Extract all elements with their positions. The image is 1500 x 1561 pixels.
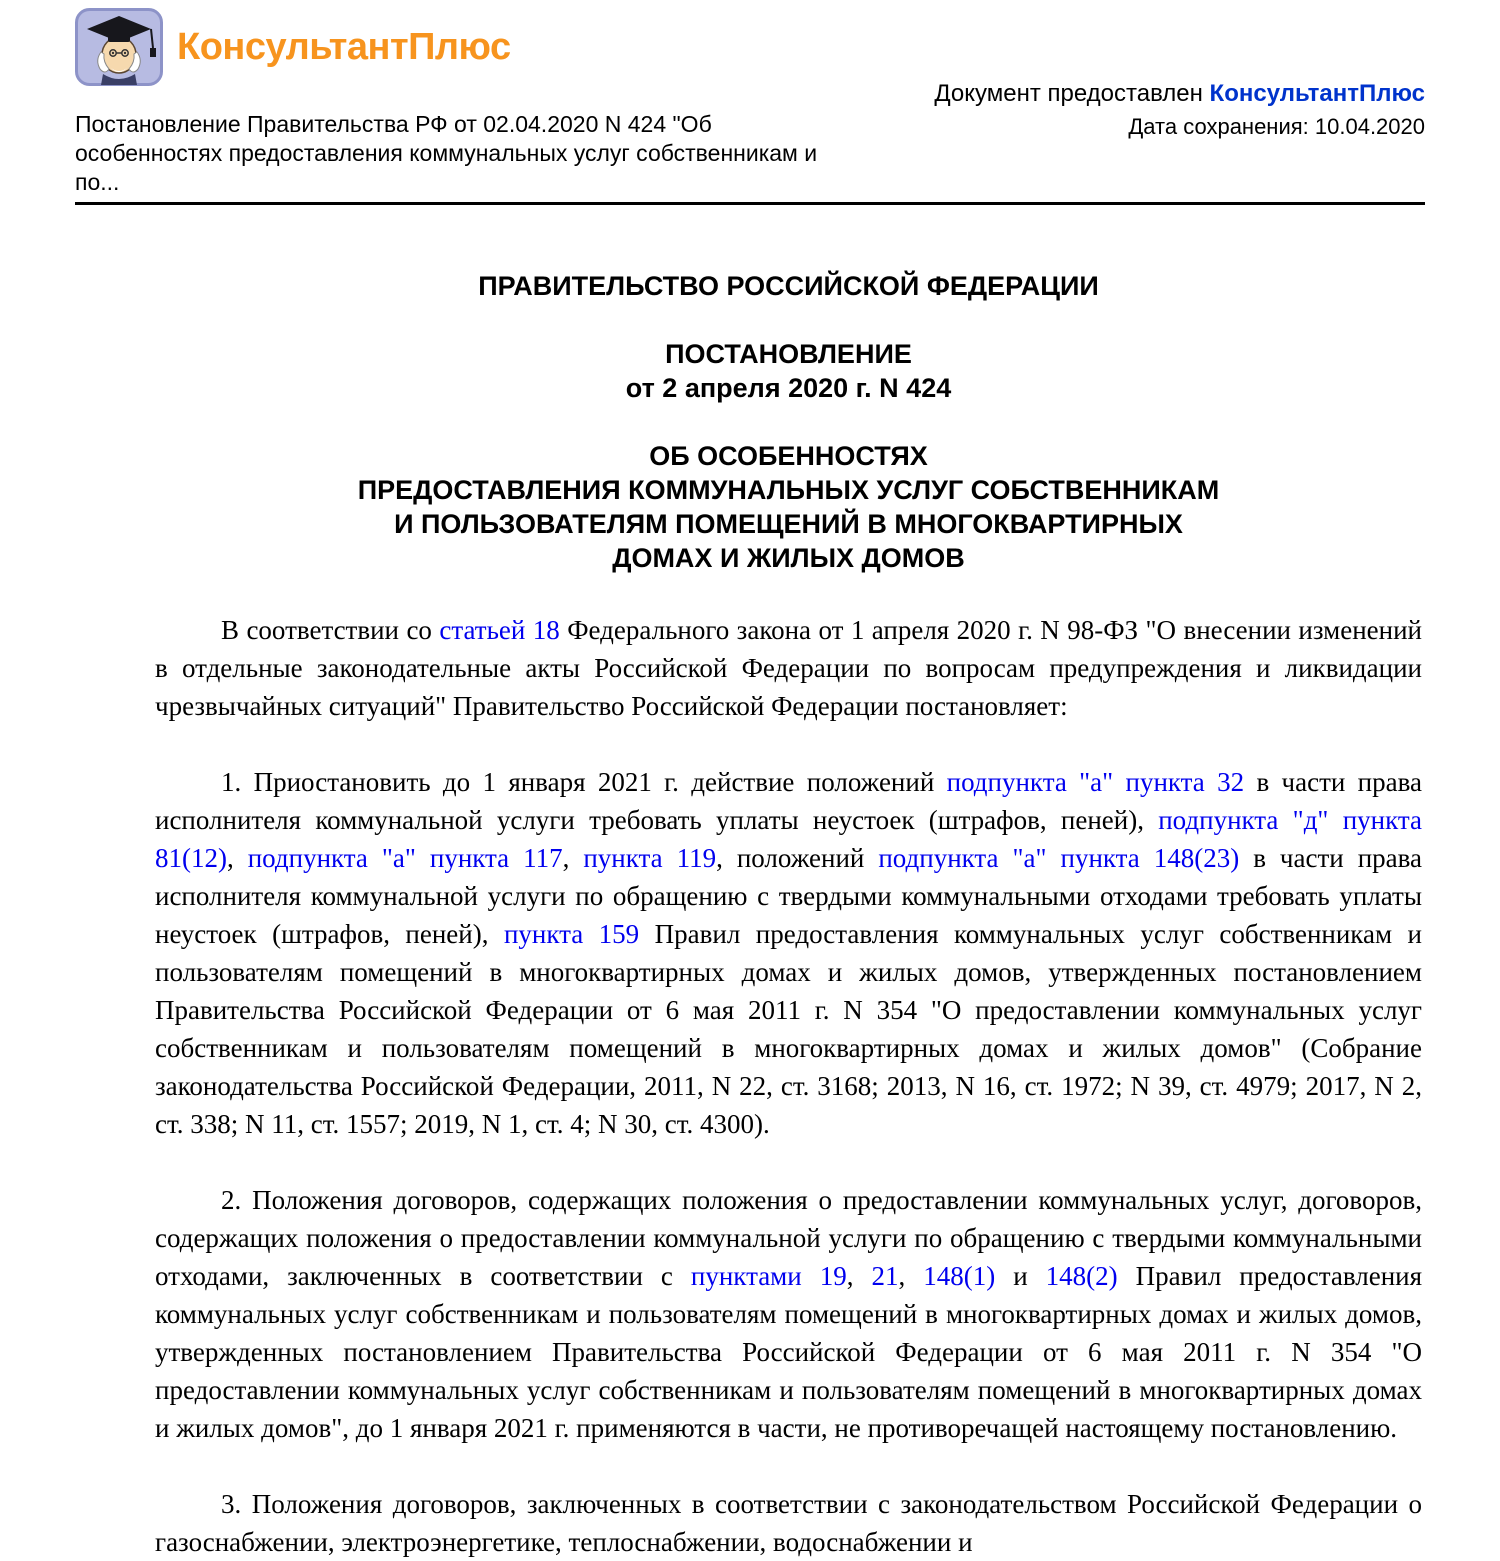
document-paragraphs [155, 611, 1422, 1561]
document-title-line: ОБ ОСОБЕННОСТЯХ [649, 441, 928, 471]
paragraph [155, 611, 1422, 725]
paragraph-text: Правил предоставления коммунальных услуг собственникам и пользователям помещений в многоквартирных домах и жилых домов, утвержденных постановлением Правительства Российской Федерации от 6 мая 2011 г. N 354 "О предоставлении коммунальных услуг собственникам и пользователям помещений в многоквартирных домах и жилых домов" (Собрание законодательства Российской Федерации, 2011, N 22, ст. 3168; 2013, N 16, ст. 1972; N 39, ст. 4979; 2017, N 2, ст. 338; N 11, ст. 1557; 2019, N 1, ст. 4; N 30, ст. 4300). [155, 919, 1422, 1139]
document-reference-title: Постановление Правительства РФ от 02.04.2020 N 424 "Об особенностях предоставления коммунальных услуг собственникам и по... [75, 111, 818, 195]
paragraph [155, 763, 1422, 1143]
provided-by-prefix: Документ предоставлен [934, 80, 1210, 107]
document-title [155, 439, 1422, 575]
document-link[interactable]: 148(1) [923, 1261, 996, 1291]
paragraph-text: , [226, 843, 248, 873]
paragraph-text: , [562, 843, 584, 873]
document-title-line: ПРЕДОСТАВЛЕНИЯ КОММУНАЛЬНЫХ УСЛУГ СОБСТВЕННИКАМ [357, 475, 1220, 505]
save-date-label: Дата сохранения: 10.04.2020 [1128, 114, 1425, 139]
document-link[interactable]: подпункта "а" пункта 148(23) [878, 843, 1240, 873]
paragraph-text: 1. Приостановить до 1 января 2021 г. действие положений [221, 767, 947, 797]
document-title-line: ДОМАХ И ЖИЛЫХ ДОМОВ [612, 543, 965, 573]
paragraph [155, 1181, 1422, 1447]
document-authority: ПРАВИТЕЛЬСТВО РОССИЙСКОЙ ФЕДЕРАЦИИ [478, 271, 1099, 301]
consultantplus-logo [75, 8, 511, 86]
paragraph-text: Федерального закона от 1 апреля 2020 г. N 98-ФЗ "О внесении изменений в отдельные законодательные акты Российской Федерации по вопросам предупреждения и ликвидации чрезвычайных ситуаций" Правительство Российской Федерации постановляет: [155, 615, 1422, 721]
header-divider [75, 202, 1425, 205]
document-link[interactable]: пункта 119 [583, 843, 717, 873]
document-link[interactable]: пунктами 19 [690, 1261, 847, 1291]
document-headings [155, 269, 1422, 575]
provided-by-link[interactable]: КонсультантПлюс [1209, 80, 1425, 107]
paragraph-text: 2. Положения договоров, содержащих положения о предоставлении коммунальных услуг, договоров, содержащих положения о предоставлении коммунальной услуги по обращению с твердыми коммунальными отходами, заключенных в соответствии с [155, 1185, 1422, 1291]
paragraph-text: в части права исполнителя коммунальной услуги требовать уплаты неустоек (штрафов, пеней), [155, 767, 1422, 835]
paragraph-text: , положений [716, 843, 879, 873]
document-title-line: И ПОЛЬЗОВАТЕЛЯМ ПОМЕЩЕНИЙ В МНОГОКВАРТИРНЫХ [394, 509, 1183, 539]
paragraph-text: , [846, 1261, 872, 1291]
paragraph-text: 3. Положения договоров, заключенных в соответствии с законодательством Российской Федерации о газоснабжении, электроэнергетике, теплоснабжении, водоснабжении и [155, 1489, 1422, 1557]
paragraph-text: в части права исполнителя коммунальной услуги по обращению с твердыми коммунальными отходами требовать уплаты неустоек (штрафов, пеней), [155, 843, 1423, 949]
document-link[interactable]: подпункта "а" пункта 117 [247, 843, 563, 873]
logo-text: КонсультантПлюс [177, 25, 511, 68]
document-link[interactable]: 21 [871, 1261, 899, 1291]
paragraph [155, 1485, 1422, 1561]
document-link[interactable]: пункта 159 [503, 919, 640, 949]
document-type-block [155, 337, 1422, 405]
document-link[interactable]: подпункта "д" пункта 81(12) [155, 805, 1422, 873]
paragraph-text: , [898, 1261, 924, 1291]
page-header [0, 0, 1500, 202]
document-link[interactable]: статьей 18 [439, 615, 560, 645]
paragraph-text: Правил предоставления коммунальных услуг собственникам и пользователям помещений в многоквартирных домах и жилых домов, утвержденных постановлением Правительства Российской Федерации от 6 мая 2011 г. N 354 "О предоставлении коммунальных услуг собственникам и пользователям помещений в многоквартирных домах и жилых домов", до 1 января 2021 г. применяются в части, не противоречащей настоящему постановлению. [155, 1261, 1423, 1443]
document-content [155, 269, 1422, 1561]
provided-by-line [934, 80, 1425, 108]
document-link[interactable]: подпункта "а" пункта 32 [946, 767, 1245, 797]
document-type: ПОСТАНОВЛЕНИЕ [665, 339, 912, 369]
consultantplus-mascot-icon [75, 8, 163, 86]
paragraph-text: и [995, 1261, 1046, 1291]
document-link[interactable]: 148(2) [1045, 1261, 1118, 1291]
document-date-number: от 2 апреля 2020 г. N 424 [625, 373, 952, 403]
paragraph-text: В соответствии со [221, 615, 440, 645]
header-provided-block [934, 80, 1425, 141]
